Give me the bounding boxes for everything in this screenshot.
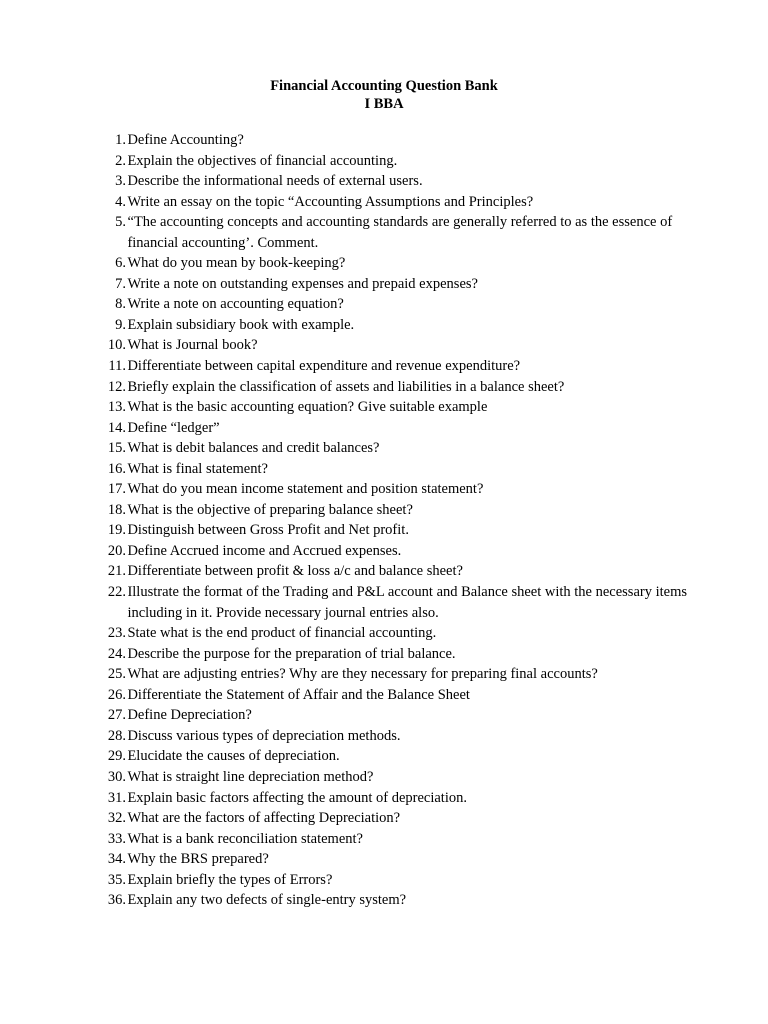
question-number: 11.: [108, 358, 126, 375]
question-item: [98, 520, 688, 541]
question-text: “The accounting concepts and accounting standards are generally referred to as the essence of financial accounting’. Comment.: [127, 214, 673, 251]
question-item: [98, 377, 688, 398]
question-text: What do you mean by book-keeping?: [127, 255, 346, 272]
question-number: 21.: [107, 563, 126, 580]
question-item: [98, 870, 688, 891]
question-number: 22.: [107, 584, 126, 601]
question-number: 3.: [115, 173, 126, 190]
question-item: [98, 767, 688, 788]
question-item: [98, 192, 688, 213]
question-text: Define “ledger”: [127, 419, 220, 436]
question-text: Define Accrued income and Accrued expenses.: [127, 542, 402, 559]
question-number: 27.: [107, 707, 126, 724]
question-number: 25.: [107, 666, 126, 683]
question-number: 30.: [107, 768, 126, 785]
question-text: What is final statement?: [127, 460, 268, 477]
question-text: What are the factors of affecting Depreciation?: [127, 810, 401, 827]
question-text: Write a note on accounting equation?: [127, 296, 344, 313]
question-text: Explain any two defects of single-entry system?: [127, 892, 407, 909]
question-text: Describe the informational needs of external users.: [127, 173, 423, 190]
question-number: 9.: [115, 316, 126, 333]
question-item: [98, 459, 688, 480]
question-text: What is Journal book?: [127, 337, 258, 354]
question-number: 26.: [107, 686, 126, 703]
question-item: [98, 726, 688, 747]
question-number: 19.: [107, 522, 126, 539]
document-title: Financial Accounting Question Bank: [270, 78, 498, 94]
question-text: Write an essay on the topic “Accounting Assumptions and Principles?: [127, 193, 534, 210]
question-number: 13.: [107, 399, 126, 416]
question-text: Differentiate the Statement of Affair and the Balance Sheet: [127, 686, 470, 703]
question-item: [98, 335, 688, 356]
question-number: 7.: [115, 275, 126, 292]
question-text: What do you mean income statement and position statement?: [127, 481, 484, 498]
question-number: 2.: [115, 152, 126, 169]
question-item: [98, 685, 688, 706]
question-text: Distinguish between Gross Profit and Net profit.: [127, 522, 409, 539]
question-text: Define Accounting?: [127, 132, 244, 148]
question-text: What are adjusting entries? Why are they necessary for preparing final accounts?: [127, 666, 598, 683]
question-item: [98, 890, 688, 911]
question-number: 17.: [107, 481, 126, 498]
question-number: 23.: [107, 625, 126, 642]
question-number: 24.: [107, 645, 126, 662]
question-item: [98, 705, 688, 726]
question-text: Write a note on outstanding expenses and prepaid expenses?: [127, 275, 478, 292]
question-item: [98, 212, 688, 253]
question-item: [98, 829, 688, 850]
question-number: 15.: [107, 440, 126, 457]
question-text: What is a bank reconciliation statement?: [127, 830, 363, 847]
question-number: 4.: [115, 193, 126, 210]
question-text: Discuss various types of depreciation methods.: [127, 727, 401, 744]
question-item: [98, 500, 688, 521]
question-item: [98, 397, 688, 418]
question-item: [98, 623, 688, 644]
question-number: 36.: [107, 892, 126, 909]
question-number: 1.: [115, 132, 126, 148]
question-number: 10.: [107, 337, 126, 354]
question-number: 28.: [107, 727, 126, 744]
question-number: 8.: [115, 296, 126, 313]
question-number: 6.: [115, 255, 126, 272]
question-item: [98, 438, 688, 459]
question-text: Explain basic factors affecting the amount of depreciation.: [127, 789, 467, 806]
question-item: [98, 541, 688, 562]
question-number: 35.: [107, 871, 126, 888]
question-text: State what is the end product of financial accounting.: [127, 625, 437, 642]
question-text: Describe the purpose for the preparation of trial balance.: [127, 645, 456, 662]
question-text: Why the BRS prepared?: [127, 851, 269, 868]
question-number: 16.: [107, 460, 126, 477]
question-number: 31.: [107, 789, 126, 806]
question-item: [98, 479, 688, 500]
question-text: Differentiate between profit & loss a/c and balance sheet?: [127, 563, 463, 580]
question-item: [98, 274, 688, 295]
question-text: What is the objective of preparing balance sheet?: [127, 501, 413, 518]
question-item: [98, 294, 688, 315]
question-item: [98, 664, 688, 685]
question-item: [98, 151, 688, 172]
question-text: Explain briefly the types of Errors?: [127, 871, 333, 888]
question-text: What is straight line depreciation method?: [127, 768, 374, 785]
question-text: Briefly explain the classification of assets and liabilities in a balance sheet?: [127, 378, 565, 395]
question-number: 18.: [107, 501, 126, 518]
question-number: 14.: [107, 419, 126, 436]
question-item: [98, 253, 688, 274]
question-number: 5.: [115, 214, 126, 231]
question-text: Elucidate the causes of depreciation.: [127, 748, 340, 765]
question-item: [98, 808, 688, 829]
question-list: [98, 130, 688, 911]
question-text: What is debit balances and credit balances?: [127, 440, 380, 457]
question-item: [98, 130, 688, 151]
title-block: [0, 77, 768, 113]
question-text: Differentiate between capital expenditure and revenue expenditure?: [127, 358, 521, 375]
question-number: 29.: [107, 748, 126, 765]
question-item: [98, 561, 688, 582]
question-item: [98, 788, 688, 809]
question-item: [98, 849, 688, 870]
question-number: 34.: [107, 851, 126, 868]
question-text: Define Depreciation?: [127, 707, 252, 724]
question-text: Illustrate the format of the Trading and P&L account and Balance sheet with the necessary items including in it. Provide necessary journal entries also.: [127, 584, 688, 621]
document-subtitle: I BBA: [364, 96, 404, 112]
question-text: Explain the objectives of financial accounting.: [127, 152, 398, 169]
question-item: [98, 315, 688, 336]
question-text: Explain subsidiary book with example.: [127, 316, 355, 333]
question-number: 12.: [107, 378, 126, 395]
question-text: What is the basic accounting equation? Give suitable example: [127, 399, 488, 416]
question-number: 20.: [107, 542, 126, 559]
question-item: [98, 582, 688, 623]
question-number: 33.: [107, 830, 126, 847]
question-item: [98, 171, 688, 192]
question-item: [98, 644, 688, 665]
question-item: [98, 746, 688, 767]
question-item: [98, 356, 688, 377]
question-number: 32.: [107, 810, 126, 827]
question-item: [98, 418, 688, 439]
